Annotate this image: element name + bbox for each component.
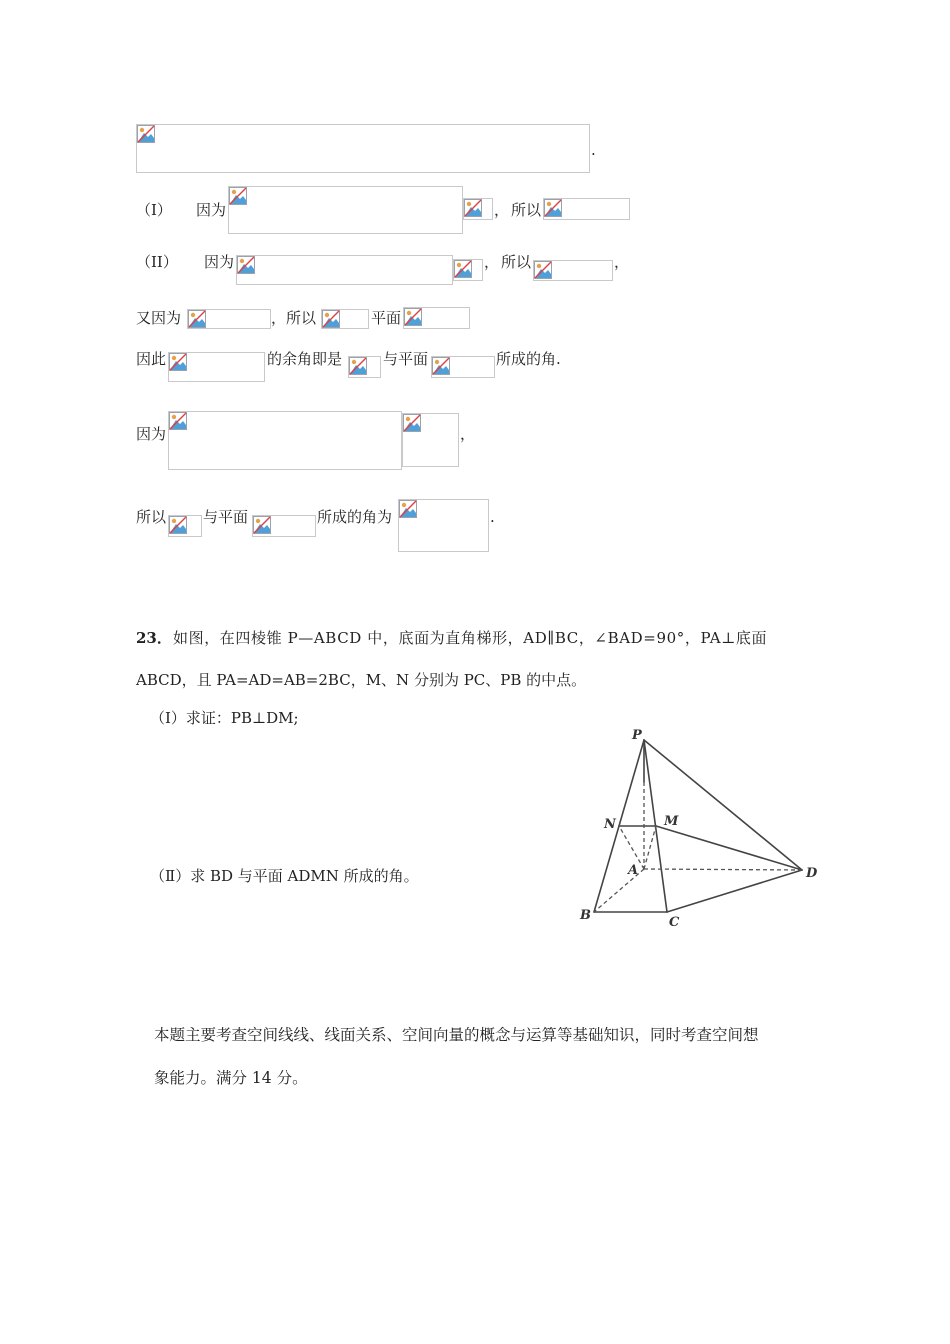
formula-image-box [136, 124, 590, 173]
formula-image-box [533, 260, 613, 281]
problem-part2: （Ⅱ）求 BD 与平面 ADMN 所成的角。 [150, 867, 419, 885]
broken-image-icon [169, 516, 187, 534]
label-M: M [664, 814, 679, 829]
formula-image-box [168, 411, 402, 470]
edge-MD [656, 826, 802, 870]
pyramid-figure [570, 722, 830, 932]
broken-image-icon [253, 516, 271, 534]
angle-text: 所成的角. [496, 350, 561, 368]
with-plane-text: 与平面 [203, 508, 249, 526]
formula-image-box [453, 259, 483, 281]
problem-part1: （Ⅰ）求证：PB⊥DM; [150, 709, 299, 727]
broken-image-icon [534, 261, 552, 279]
so-text: 所以 [501, 253, 532, 271]
broken-image-icon [137, 125, 155, 143]
formula-image-box [463, 198, 493, 220]
formula-image-box [321, 309, 369, 329]
also-because-text: 又因为 [136, 309, 182, 327]
formula-image-box [543, 198, 630, 220]
label-D: D [806, 866, 818, 881]
plane-text: 平面 [371, 309, 402, 327]
formula-image-box [228, 186, 463, 234]
broken-image-icon [404, 308, 422, 326]
therefore-text: 因此 [136, 350, 167, 368]
with-plane-text: 与平面 [383, 350, 429, 368]
hidden-edge-AD [644, 869, 802, 870]
comma: ， [614, 253, 630, 271]
complement-text: 的余角即是 [267, 350, 343, 368]
problem-statement-line1: 如图，在四棱锥 P—ABCD 中，底面为直角梯形，AD∥BC，∠BAD=90°，PA⊥底面 [173, 629, 768, 647]
part2-label: （II） [136, 253, 178, 271]
problem-statement-line2: ABCD，且 PA=AD=AB=2BC，M、N 分别为 PC、PB 的中点。 [136, 671, 587, 689]
formula-image-box [402, 413, 459, 467]
formula-image-box [431, 356, 495, 378]
broken-image-icon [237, 256, 255, 274]
hidden-edge-AM [644, 826, 656, 869]
part1-because: 因为 [196, 201, 227, 219]
formula-image-box [403, 307, 470, 329]
broken-image-icon [399, 500, 417, 518]
period: . [490, 508, 495, 526]
label-B: B [580, 908, 591, 923]
period: . [591, 141, 596, 159]
formula-image-box [168, 515, 202, 537]
broken-image-icon [403, 414, 421, 432]
edge-CD [667, 870, 802, 912]
comma: ， [460, 425, 476, 443]
edge-PD [644, 740, 802, 870]
label-A: A [628, 863, 639, 878]
broken-image-icon [188, 310, 206, 328]
comma: ， [494, 201, 510, 219]
broken-image-icon [169, 412, 187, 430]
so-text: ，所以 [271, 309, 317, 327]
formula-image-box [398, 499, 489, 552]
formula-image-box [252, 515, 316, 537]
formula-image-box [168, 352, 265, 382]
broken-image-icon [544, 199, 562, 217]
formula-image-box [236, 255, 453, 285]
broken-image-icon [432, 357, 450, 375]
label-P: P [632, 728, 642, 743]
problem-number: 23． [136, 629, 172, 647]
note-line2: 象能力。满分 14 分。 [154, 1069, 308, 1087]
formula-image-box [187, 309, 271, 329]
broken-image-icon [464, 199, 482, 217]
label-N: N [604, 817, 616, 832]
comma: ， [484, 253, 500, 271]
broken-image-icon [322, 310, 340, 328]
so-text: 所以 [136, 508, 167, 526]
part1-label: （I） [136, 201, 172, 219]
label-C: C [669, 915, 680, 930]
broken-image-icon [349, 357, 367, 375]
broken-image-icon [169, 353, 187, 371]
so-text: 所以 [511, 201, 542, 219]
broken-image-icon [454, 260, 472, 278]
part2-because: 因为 [204, 253, 235, 271]
formula-image-box [348, 356, 381, 378]
because-text: 因为 [136, 425, 167, 443]
broken-image-icon [229, 187, 247, 205]
angle-is-text: 所成的角为 [317, 508, 393, 526]
note-line1: 本题主要考查空间线线、线面关系、空间向量的概念与运算等基础知识，同时考查空间想 [154, 1026, 759, 1044]
